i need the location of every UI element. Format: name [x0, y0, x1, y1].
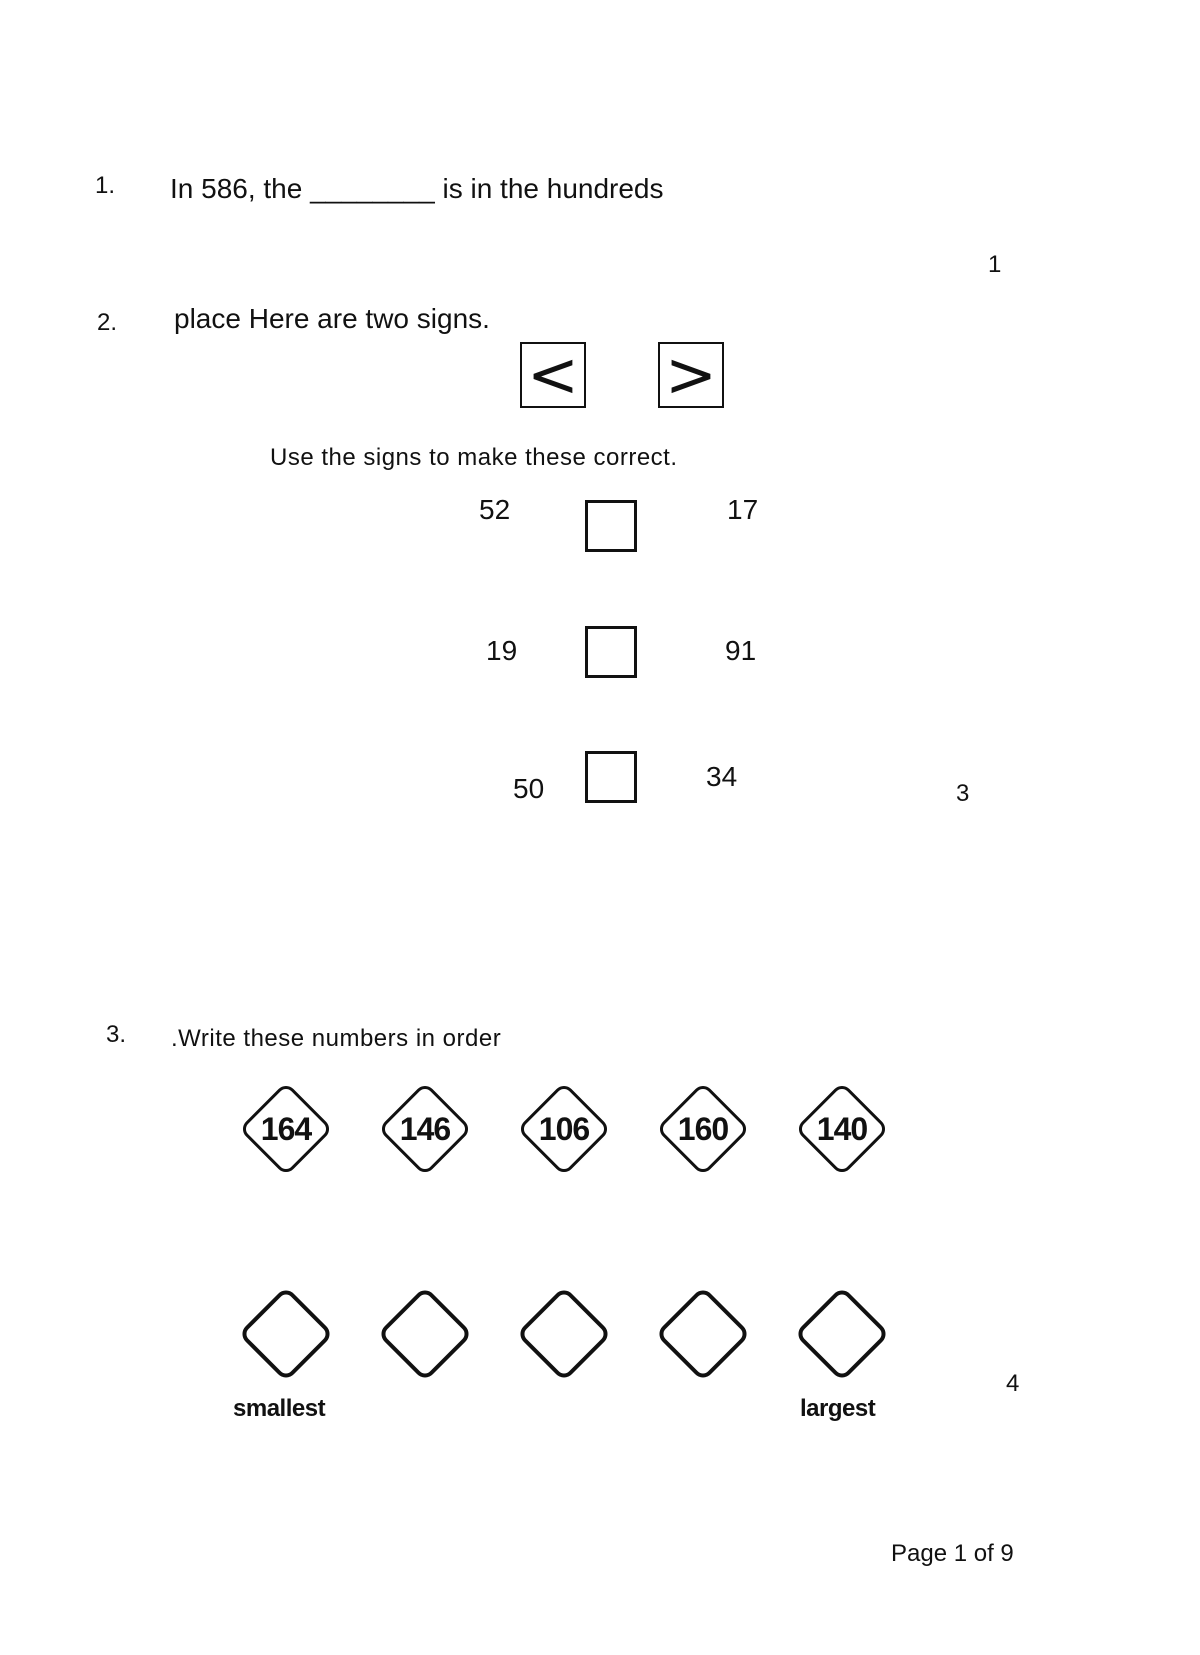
comparison-2-left: 19: [486, 635, 518, 666]
diamond-number: 164: [260, 1110, 312, 1147]
page-number: Page 1 of 9: [891, 1540, 1014, 1567]
answer-diamond[interactable]: [371, 1280, 479, 1388]
comparison-2-right: 91: [725, 635, 757, 666]
question-1-number: 1.: [95, 172, 116, 199]
comparison-3-right: 34: [706, 761, 738, 792]
question-1-text: In 586, the ________ is in the hundreds: [170, 173, 664, 204]
diamond-number: 140: [816, 1110, 868, 1147]
number-diamond: [510, 1075, 618, 1183]
number-diamond: [649, 1075, 757, 1183]
number-diamond: [232, 1075, 340, 1183]
answer-diamond[interactable]: [788, 1280, 896, 1388]
question-2-instruction: Use the signs to make these correct.: [270, 444, 678, 471]
diamond-shape: [232, 1280, 340, 1388]
diamond-number: 106: [538, 1110, 590, 1147]
diamond-shape: [788, 1280, 896, 1388]
less-than-sign: <: [520, 342, 586, 408]
question-3-text: .Write these numbers in order: [171, 1025, 502, 1052]
question-2-number: 2.: [97, 309, 118, 336]
smallest-label: smallest: [233, 1395, 326, 1422]
largest-label: largest: [800, 1395, 876, 1422]
comparison-1-left: 52: [479, 494, 511, 525]
question-2-marks: 3: [956, 780, 970, 807]
answer-diamond[interactable]: [232, 1280, 340, 1388]
diamond-shape: [649, 1280, 757, 1388]
diamond-shape: [371, 1280, 479, 1388]
number-diamond: [371, 1075, 479, 1183]
comparison-3-answer-box[interactable]: [585, 751, 637, 803]
diamond-number: 146: [399, 1110, 451, 1147]
comparison-1-right: 17: [727, 494, 759, 525]
question-2-text: place Here are two signs.: [174, 303, 490, 334]
diamond-shape: [510, 1280, 618, 1388]
greater-than-sign: >: [658, 342, 724, 408]
comparison-3-left: 50: [513, 773, 545, 804]
comparison-1-answer-box[interactable]: [585, 500, 637, 552]
comparison-2-answer-box[interactable]: [585, 626, 637, 678]
question-3-number: 3.: [106, 1021, 127, 1048]
number-diamond: [788, 1075, 896, 1183]
diamond-number: 160: [677, 1110, 729, 1147]
answer-diamond[interactable]: [510, 1280, 618, 1388]
question-3-marks: 4: [1006, 1370, 1020, 1397]
question-1-marks: 1: [988, 251, 1002, 278]
answer-diamond[interactable]: [649, 1280, 757, 1388]
